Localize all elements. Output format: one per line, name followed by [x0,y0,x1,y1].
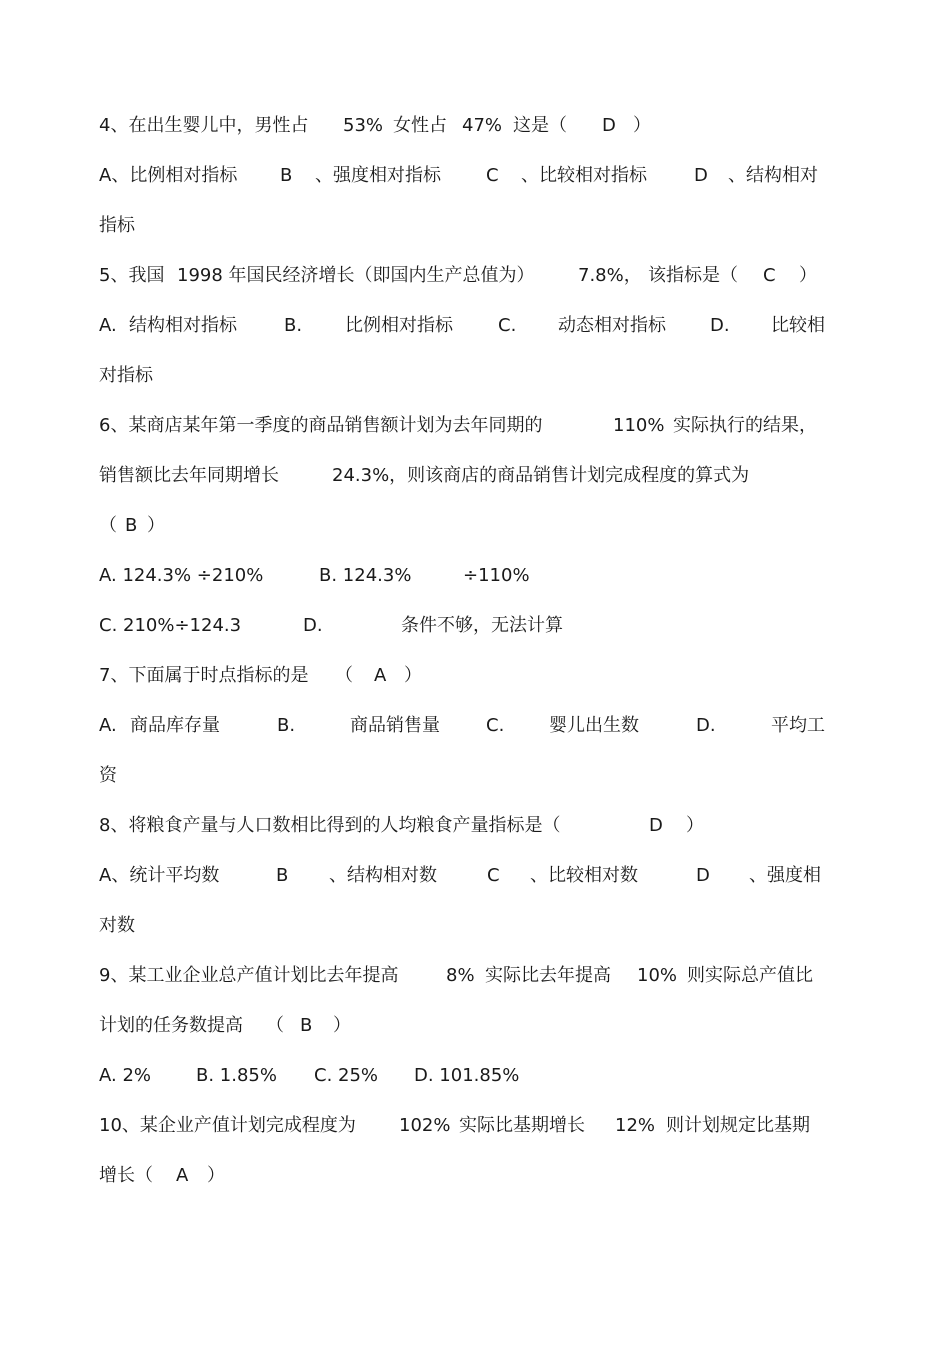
question-text: 10、某企业产值计划完成程度为 [99,1115,356,1136]
question-value: 47% [462,115,503,136]
option-text: 条件不够，无法计算 [401,615,563,636]
option-text: 、结构相对 [728,165,818,186]
question-value: 10% [637,965,678,986]
option-text: B. 124.3% [319,565,412,586]
option-letter: D [696,865,710,886]
question-6-options-row1 [99,561,530,591]
option-text: 、强度相 [749,865,821,886]
question-text: 则实际总产值比 [687,965,813,986]
question-text: 1998 年国民经济增长（即国内生产总值为） [177,265,535,286]
answer-letter: B [125,515,138,536]
option-letter: C. [486,715,505,736]
question-text: 女性占 [393,115,447,136]
question-4-options [99,161,818,191]
question-text: 8、将粮食产量与人口数相比得到的人均粮食产量指标是（ [99,815,561,836]
option-text: 对指标 [99,365,153,386]
option-letter: D. [303,615,323,636]
question-value: 12% [615,1115,656,1136]
question-6-answer [99,511,165,541]
option-letter: A. [99,315,117,336]
answer-letter: D [602,115,616,136]
question-text: 7、下面属于时点指标的是 [99,665,309,686]
answer-letter: C [763,265,776,286]
option-letter: C [487,865,500,886]
question-text: （ [266,1015,284,1036]
question-value: 102% [399,1115,451,1136]
option-letter: B. [277,715,296,736]
question-5-options-wrap [99,361,153,391]
question-text: （ [335,665,353,686]
question-text: ） [404,665,422,686]
question-5-stem [99,261,817,291]
option-text: 、比较相对指标 [521,165,647,186]
question-text: 销售额比去年同期增长 [99,465,279,486]
question-text: 24.3%，则该商店的商品销售计划完成程度的算式为 [332,465,750,486]
question-text: 5、我国 [99,265,165,286]
option-text: 、强度相对指标 [315,165,441,186]
question-6-options-row2 [99,611,563,641]
option-text: D. 101.85% [414,1065,520,1086]
question-7-options-wrap [99,761,122,791]
answer-letter: B [300,1015,313,1036]
option-letter: B [276,865,289,886]
option-text: 资 [99,765,117,786]
question-value: 53% [343,115,384,136]
question-6-stem [99,411,817,441]
question-8-options [99,861,821,891]
question-text: ） [633,115,651,136]
question-value: 7.8%， [578,265,642,286]
option-letter: B. [284,315,303,336]
option-text: A、比例相对指标 [99,165,238,186]
option-letter: D. [696,715,716,736]
option-text: A、统计平均数 [99,865,220,886]
question-text: 则计划规定比基期 [666,1115,810,1136]
option-letter: D. [710,315,730,336]
question-6-stem-line2 [99,461,750,491]
question-text: 这是（ [513,115,567,136]
question-10-stem-line2 [99,1161,225,1191]
option-text: 平均工 [771,715,825,736]
option-text: B. 1.85% [196,1065,277,1086]
option-text: ÷110% [463,565,530,586]
question-value: 8% [446,965,475,986]
question-text: 4、在出生婴儿中，男性占 [99,115,309,136]
option-text: 比例相对指标 [345,315,453,336]
option-letter: C. [498,315,517,336]
question-10-stem [99,1111,810,1141]
option-text: A. 124.3% ÷210% [99,565,264,586]
answer-letter: D [649,815,663,836]
question-text: 实际执行的结果， [673,415,817,436]
option-text: C. 25% [314,1065,379,1086]
answer-letter: A [374,665,387,686]
option-text: 商品销售量 [350,715,440,736]
question-9-stem [99,961,813,991]
option-text: A. 2% [99,1065,151,1086]
option-letter: A. [99,715,117,736]
option-text: 动态相对指标 [558,315,666,336]
option-text: 对数 [99,915,135,936]
question-8-options-wrap [99,911,135,941]
question-4-stem [99,111,651,141]
option-text: 婴儿出生数 [549,715,639,736]
question-text: ） [207,1165,225,1186]
question-5-options [99,311,825,341]
question-text: （ [99,515,117,536]
question-text: 9、某工业企业总产值计划比去年提高 [99,965,399,986]
question-text: 该指标是（ [648,265,738,286]
question-value: 110% [613,415,665,436]
question-7-stem [99,661,422,691]
answer-letter: A [176,1165,189,1186]
question-7-options [99,711,825,741]
question-4-options-wrap [99,211,135,241]
option-text: 比较相 [771,315,825,336]
option-letter: B [280,165,293,186]
question-text: ） [147,515,165,536]
question-text: ） [799,265,817,286]
option-text: 、结构相对数 [329,865,437,886]
option-text: C. 210%÷124.3 [99,615,242,636]
option-text: 商品库存量 [130,715,220,736]
option-letter: C [486,165,499,186]
question-text: 6、某商店某年第一季度的商品销售额计划为去年同期的 [99,415,543,436]
option-text: 、比较相对数 [530,865,638,886]
question-text: ） [333,1015,351,1036]
question-8-stem [99,811,704,841]
question-9-options [99,1061,520,1091]
question-text: 实际比基期增长 [459,1115,585,1136]
option-text: 结构相对指标 [129,315,237,336]
question-text: 增长（ [99,1165,153,1186]
option-text: 指标 [99,215,135,236]
option-letter: D [694,165,708,186]
question-text: 实际比去年提高 [485,965,611,986]
question-9-stem-line2 [99,1011,351,1041]
question-text: 计划的任务数提高 [99,1015,243,1036]
question-text: ） [686,815,704,836]
